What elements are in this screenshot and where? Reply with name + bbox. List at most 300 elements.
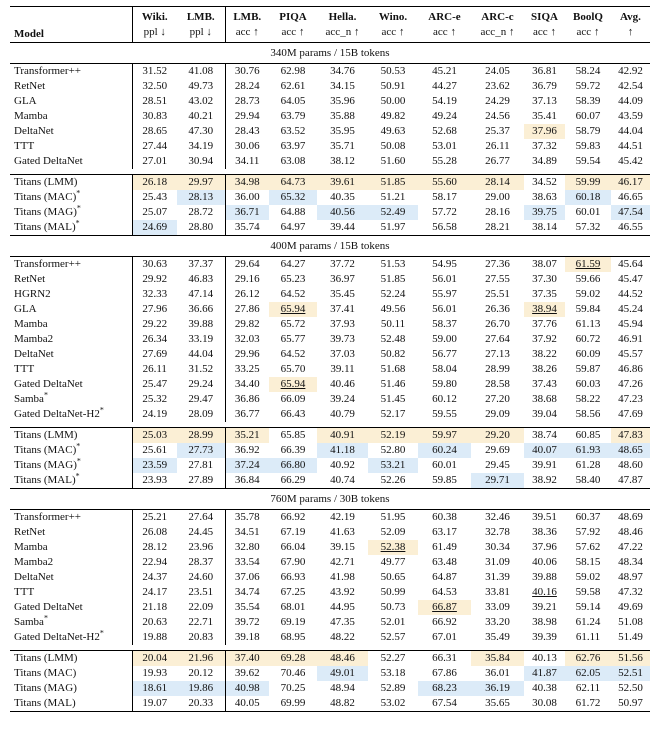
metric-value: 61.28 <box>575 459 601 471</box>
metric-cell <box>368 696 418 712</box>
metric-cell <box>177 473 225 489</box>
metric-cell <box>471 139 524 154</box>
metric-value: 49.01 <box>330 667 355 679</box>
metric-cell <box>471 109 524 124</box>
metric-value: 46.17 <box>618 176 643 188</box>
metric-cell <box>368 302 418 317</box>
metric-cell <box>471 175 524 191</box>
metric-value: 31.39 <box>485 571 510 583</box>
metric-cell <box>418 443 471 458</box>
metric-cell <box>177 124 225 139</box>
metric-value: 37.93 <box>330 318 355 330</box>
metric-cell <box>269 570 317 585</box>
metric-value: 59.72 <box>575 80 601 92</box>
metric-value: 48.94 <box>330 682 355 694</box>
metric-value: 61.24 <box>575 616 601 628</box>
metric-cell <box>317 175 368 191</box>
metric-cell <box>132 272 177 287</box>
model-name-cell: Gated DeltaNet-H2* <box>14 405 104 420</box>
column-header-name: ARC-e <box>418 7 471 26</box>
metric-value: 30.08 <box>532 697 557 709</box>
table-row <box>10 510 650 526</box>
header-name-row <box>10 7 650 26</box>
metric-value: 32.80 <box>234 541 260 553</box>
metric-value: 52.17 <box>380 408 406 420</box>
table-row <box>10 473 650 489</box>
metric-value: 37.76 <box>532 318 557 330</box>
metric-cell <box>132 615 177 630</box>
metric-value: 60.09 <box>575 348 601 360</box>
metric-cell <box>269 630 317 645</box>
metric-value: 27.64 <box>485 333 510 345</box>
metric-cell <box>317 332 368 347</box>
metric-value: 24.69 <box>142 221 168 233</box>
metric-cell <box>565 317 611 332</box>
metric-cell <box>611 392 650 407</box>
metric-value: 40.21 <box>188 110 214 122</box>
metric-cell <box>611 139 650 154</box>
metric-value: 27.73 <box>188 444 214 456</box>
metric-cell <box>368 190 418 205</box>
metric-cell <box>418 615 471 630</box>
metric-value: 50.65 <box>380 571 406 583</box>
metric-cell <box>225 94 269 109</box>
asterisk-marker: * <box>99 628 104 638</box>
metric-value: 28.37 <box>188 556 214 568</box>
metric-cell <box>611 109 650 124</box>
metric-cell <box>524 190 565 205</box>
metric-value: 53.01 <box>432 140 457 152</box>
metric-value: 29.82 <box>234 318 260 330</box>
metric-cell <box>132 64 177 80</box>
table-row <box>10 525 650 540</box>
metric-cell <box>132 525 177 540</box>
metric-cell <box>177 407 225 422</box>
metric-value: 45.64 <box>618 258 643 270</box>
metric-value: 51.21 <box>380 191 406 203</box>
metric-value: 58.04 <box>432 363 457 375</box>
metric-cell <box>269 555 317 570</box>
metric-cell <box>418 392 471 407</box>
metric-cell <box>611 302 650 317</box>
metric-cell <box>317 377 368 392</box>
metric-value: 44.52 <box>618 288 643 300</box>
metric-value: 41.63 <box>330 526 355 538</box>
table-row <box>10 94 650 109</box>
metric-value: 29.47 <box>188 393 214 405</box>
metric-cell <box>368 377 418 392</box>
metric-value: 45.47 <box>618 273 643 285</box>
metric-value: 35.71 <box>330 140 355 152</box>
metric-value: 56.58 <box>432 221 457 233</box>
metric-value: 40.74 <box>330 474 355 486</box>
metric-value: 59.97 <box>432 429 457 441</box>
metric-value: 28.09 <box>188 408 214 420</box>
section-title: 400M params / 15B tokens <box>10 236 650 257</box>
column-header-metric: acc_n ↑ <box>317 25 368 43</box>
metric-cell <box>269 377 317 392</box>
metric-value: 50.11 <box>380 318 406 330</box>
metric-value: 60.01 <box>432 459 457 471</box>
metric-value: 57.92 <box>575 526 601 538</box>
metric-value: 40.16 <box>532 586 557 598</box>
metric-cell <box>471 666 524 681</box>
metric-value: 70.25 <box>280 682 306 694</box>
metric-cell <box>471 362 524 377</box>
metric-cell <box>368 257 418 273</box>
metric-cell <box>225 525 269 540</box>
metric-cell <box>418 205 471 220</box>
metric-cell <box>269 525 317 540</box>
section-title: 340M params / 15B tokens <box>10 43 650 64</box>
metric-value: 60.72 <box>575 333 601 345</box>
model-name-cell: Titans (MAL)* <box>14 471 80 486</box>
metric-cell <box>611 600 650 615</box>
metric-value: 56.01 <box>432 303 457 315</box>
metric-value: 27.13 <box>485 348 510 360</box>
metric-cell <box>269 473 317 489</box>
metric-cell <box>524 630 565 645</box>
metric-value: 45.21 <box>432 65 457 77</box>
asterisk-marker: * <box>76 441 81 451</box>
metric-value: 47.30 <box>188 125 214 137</box>
metric-value: 40.05 <box>234 697 260 709</box>
model-name-cell: TTT <box>14 363 35 375</box>
metric-value: 64.88 <box>280 206 306 218</box>
metric-cell <box>177 94 225 109</box>
metric-value: 56.77 <box>432 348 457 360</box>
metric-value: 36.81 <box>532 65 557 77</box>
metric-value: 29.69 <box>485 444 510 456</box>
metric-value: 38.36 <box>532 526 557 538</box>
metric-cell <box>368 205 418 220</box>
metric-cell <box>565 630 611 645</box>
metric-value: 24.37 <box>142 571 168 583</box>
metric-value: 39.62 <box>234 667 260 679</box>
metric-cell <box>368 220 418 236</box>
metric-cell <box>132 139 177 154</box>
column-header-name: LMB. <box>225 7 269 26</box>
metric-cell <box>471 540 524 555</box>
table-row <box>10 407 650 422</box>
metric-cell <box>418 540 471 555</box>
metric-value: 29.00 <box>485 191 510 203</box>
metric-value: 25.32 <box>142 393 168 405</box>
metric-value: 39.44 <box>330 221 355 233</box>
asterisk-marker: * <box>76 203 81 213</box>
metric-cell <box>225 317 269 332</box>
metric-value: 67.54 <box>432 697 457 709</box>
metric-cell <box>368 666 418 681</box>
metric-cell <box>524 124 565 139</box>
metric-value: 23.96 <box>188 541 214 553</box>
metric-value: 64.97 <box>280 221 306 233</box>
metric-cell <box>177 600 225 615</box>
metric-cell <box>317 615 368 630</box>
metric-value: 27.20 <box>485 393 510 405</box>
metric-value: 25.03 <box>142 429 168 441</box>
table-row <box>10 377 650 392</box>
metric-value: 50.08 <box>380 140 406 152</box>
metric-value: 33.19 <box>188 333 214 345</box>
metric-value: 26.12 <box>234 288 260 300</box>
metric-cell <box>317 220 368 236</box>
metric-value: 59.14 <box>575 601 601 613</box>
metric-cell <box>225 272 269 287</box>
metric-cell <box>418 154 471 169</box>
metric-value: 60.85 <box>575 429 601 441</box>
column-header-metric: acc ↑ <box>565 25 611 43</box>
metric-value: 35.78 <box>234 511 260 523</box>
metric-cell <box>471 220 524 236</box>
metric-cell <box>611 458 650 473</box>
metric-value: 47.23 <box>618 393 643 405</box>
metric-cell <box>524 175 565 191</box>
column-header-name: BoolQ <box>565 7 611 26</box>
metric-value: 59.58 <box>575 586 601 598</box>
metric-value: 42.54 <box>618 80 643 92</box>
metric-cell <box>225 407 269 422</box>
metric-cell <box>565 615 611 630</box>
metric-value: 66.87 <box>432 601 457 613</box>
metric-cell <box>225 64 269 80</box>
metric-cell <box>368 347 418 362</box>
metric-cell <box>471 428 524 444</box>
metric-cell <box>317 555 368 570</box>
metric-cell <box>132 681 177 696</box>
metric-cell <box>611 190 650 205</box>
model-name-cell: Titans (MAG) <box>14 682 77 694</box>
metric-cell <box>225 651 269 667</box>
metric-cell <box>317 139 368 154</box>
metric-value: 28.99 <box>188 429 214 441</box>
metric-cell <box>611 540 650 555</box>
metric-cell <box>524 257 565 273</box>
metric-value: 65.94 <box>280 303 306 315</box>
metric-cell <box>368 317 418 332</box>
metric-cell <box>565 458 611 473</box>
metric-cell <box>611 220 650 236</box>
metric-value: 29.24 <box>188 378 214 390</box>
metric-cell <box>418 428 471 444</box>
metric-value: 51.68 <box>380 363 406 375</box>
metric-value: 30.94 <box>188 155 214 167</box>
metric-value: 26.18 <box>142 176 168 188</box>
column-header-metric: ↑ <box>611 25 650 43</box>
model-name-cell: TTT <box>14 140 35 152</box>
table-row <box>10 615 650 630</box>
metric-cell <box>524 540 565 555</box>
metric-value: 27.81 <box>188 459 214 471</box>
model-name-cell: Mamba2 <box>14 556 54 568</box>
metric-cell <box>225 473 269 489</box>
model-name-cell: DeltaNet <box>14 348 54 360</box>
metric-value: 52.24 <box>380 288 406 300</box>
model-name-cell: TTT <box>14 586 35 598</box>
section-header-row <box>10 236 650 257</box>
metric-value: 50.00 <box>380 95 406 107</box>
metric-value: 45.24 <box>618 303 643 315</box>
metric-cell <box>317 696 368 712</box>
metric-value: 55.60 <box>432 176 457 188</box>
metric-value: 59.54 <box>575 155 601 167</box>
metric-cell <box>565 540 611 555</box>
metric-value: 32.03 <box>234 333 260 345</box>
asterisk-marker: * <box>99 405 104 415</box>
metric-cell <box>317 510 368 526</box>
metric-cell <box>368 473 418 489</box>
metric-value: 28.16 <box>485 206 510 218</box>
metric-cell <box>565 205 611 220</box>
metric-value: 34.76 <box>330 65 355 77</box>
metric-cell <box>611 332 650 347</box>
metric-value: 38.26 <box>532 363 557 375</box>
metric-cell <box>418 64 471 80</box>
metric-cell <box>368 332 418 347</box>
metric-cell <box>317 585 368 600</box>
metric-value: 34.19 <box>188 140 214 152</box>
metric-cell <box>418 585 471 600</box>
metric-cell <box>132 79 177 94</box>
metric-value: 39.73 <box>330 333 355 345</box>
metric-value: 25.43 <box>142 191 168 203</box>
metric-value: 47.14 <box>188 288 214 300</box>
metric-cell <box>269 109 317 124</box>
table-row <box>10 139 650 154</box>
metric-value: 65.85 <box>280 429 306 441</box>
metric-value: 41.08 <box>188 65 214 77</box>
table-row <box>10 332 650 347</box>
metric-cell <box>418 570 471 585</box>
metric-value: 28.73 <box>234 95 260 107</box>
metric-value: 24.29 <box>485 95 510 107</box>
metric-cell <box>565 681 611 696</box>
metric-value: 29.94 <box>234 110 260 122</box>
metric-cell <box>132 362 177 377</box>
metric-value: 61.49 <box>432 541 457 553</box>
metric-value: 66.09 <box>280 393 306 405</box>
metric-value: 51.56 <box>618 652 643 664</box>
metric-value: 60.38 <box>432 511 457 523</box>
metric-cell <box>132 555 177 570</box>
metric-value: 66.39 <box>280 444 306 456</box>
metric-cell <box>418 681 471 696</box>
metric-cell <box>177 615 225 630</box>
model-name-cell: DeltaNet <box>14 571 54 583</box>
asterisk-marker: * <box>43 613 48 623</box>
metric-cell <box>418 458 471 473</box>
metric-value: 37.41 <box>330 303 355 315</box>
metric-value: 28.24 <box>234 80 260 92</box>
metric-cell <box>524 510 565 526</box>
metric-cell <box>611 681 650 696</box>
metric-cell <box>611 154 650 169</box>
metric-cell <box>269 540 317 555</box>
metric-value: 52.51 <box>618 667 643 679</box>
model-name-cell: Gated DeltaNet-H2* <box>14 628 104 643</box>
metric-cell <box>368 681 418 696</box>
metric-value: 28.51 <box>142 95 168 107</box>
metric-value: 27.55 <box>485 273 510 285</box>
metric-cell <box>177 458 225 473</box>
section-title: 760M params / 30B tokens <box>10 489 650 510</box>
table-row <box>10 362 650 377</box>
table-row <box>10 190 650 205</box>
metric-cell <box>611 79 650 94</box>
metric-cell <box>177 154 225 169</box>
metric-value: 52.68 <box>432 125 457 137</box>
table-row <box>10 681 650 696</box>
metric-value: 28.80 <box>188 221 214 233</box>
metric-cell <box>524 681 565 696</box>
metric-cell <box>269 287 317 302</box>
metric-cell <box>565 555 611 570</box>
metric-value: 23.62 <box>485 80 510 92</box>
metric-cell <box>132 630 177 645</box>
metric-value: 32.50 <box>142 80 168 92</box>
metric-cell <box>132 443 177 458</box>
metric-cell <box>368 570 418 585</box>
metric-value: 20.12 <box>188 667 214 679</box>
metric-value: 56.01 <box>432 273 457 285</box>
metric-cell <box>565 64 611 80</box>
metric-cell <box>225 220 269 236</box>
metric-value: 34.11 <box>235 155 260 167</box>
metric-cell <box>368 139 418 154</box>
metric-value: 49.82 <box>380 110 406 122</box>
metric-value: 49.69 <box>618 601 643 613</box>
metric-value: 37.37 <box>188 258 214 270</box>
metric-value: 40.79 <box>330 408 355 420</box>
table-row <box>10 220 650 236</box>
metric-value: 64.52 <box>280 288 306 300</box>
metric-value: 40.07 <box>532 444 557 456</box>
metric-cell <box>418 302 471 317</box>
metric-cell <box>269 458 317 473</box>
metric-cell <box>565 220 611 236</box>
metric-value: 48.34 <box>618 556 643 568</box>
metric-value: 19.07 <box>142 697 168 709</box>
metric-value: 36.86 <box>234 393 260 405</box>
metric-value: 61.11 <box>575 631 601 643</box>
metric-value: 70.46 <box>280 667 306 679</box>
metric-value: 52.27 <box>380 652 406 664</box>
metric-cell <box>611 510 650 526</box>
metric-value: 38.98 <box>532 616 557 628</box>
metric-cell <box>611 443 650 458</box>
table-row <box>10 257 650 273</box>
metric-value: 59.84 <box>575 303 601 315</box>
metric-value: 59.83 <box>575 140 601 152</box>
metric-value: 54.19 <box>432 95 457 107</box>
metric-value: 62.76 <box>575 652 601 664</box>
metric-cell <box>317 272 368 287</box>
metric-value: 37.96 <box>532 125 557 137</box>
metric-value: 39.88 <box>188 318 214 330</box>
metric-value: 52.80 <box>380 444 406 456</box>
metric-cell <box>565 600 611 615</box>
metric-value: 34.51 <box>234 526 260 538</box>
metric-cell <box>368 630 418 645</box>
model-name-cell: Titans (MAG)* <box>14 203 81 218</box>
metric-cell <box>524 220 565 236</box>
metric-value: 33.09 <box>485 601 510 613</box>
metric-cell <box>611 651 650 667</box>
metric-cell <box>565 190 611 205</box>
metric-value: 65.23 <box>280 273 306 285</box>
metric-value: 61.59 <box>575 258 601 270</box>
metric-value: 64.53 <box>432 586 457 598</box>
